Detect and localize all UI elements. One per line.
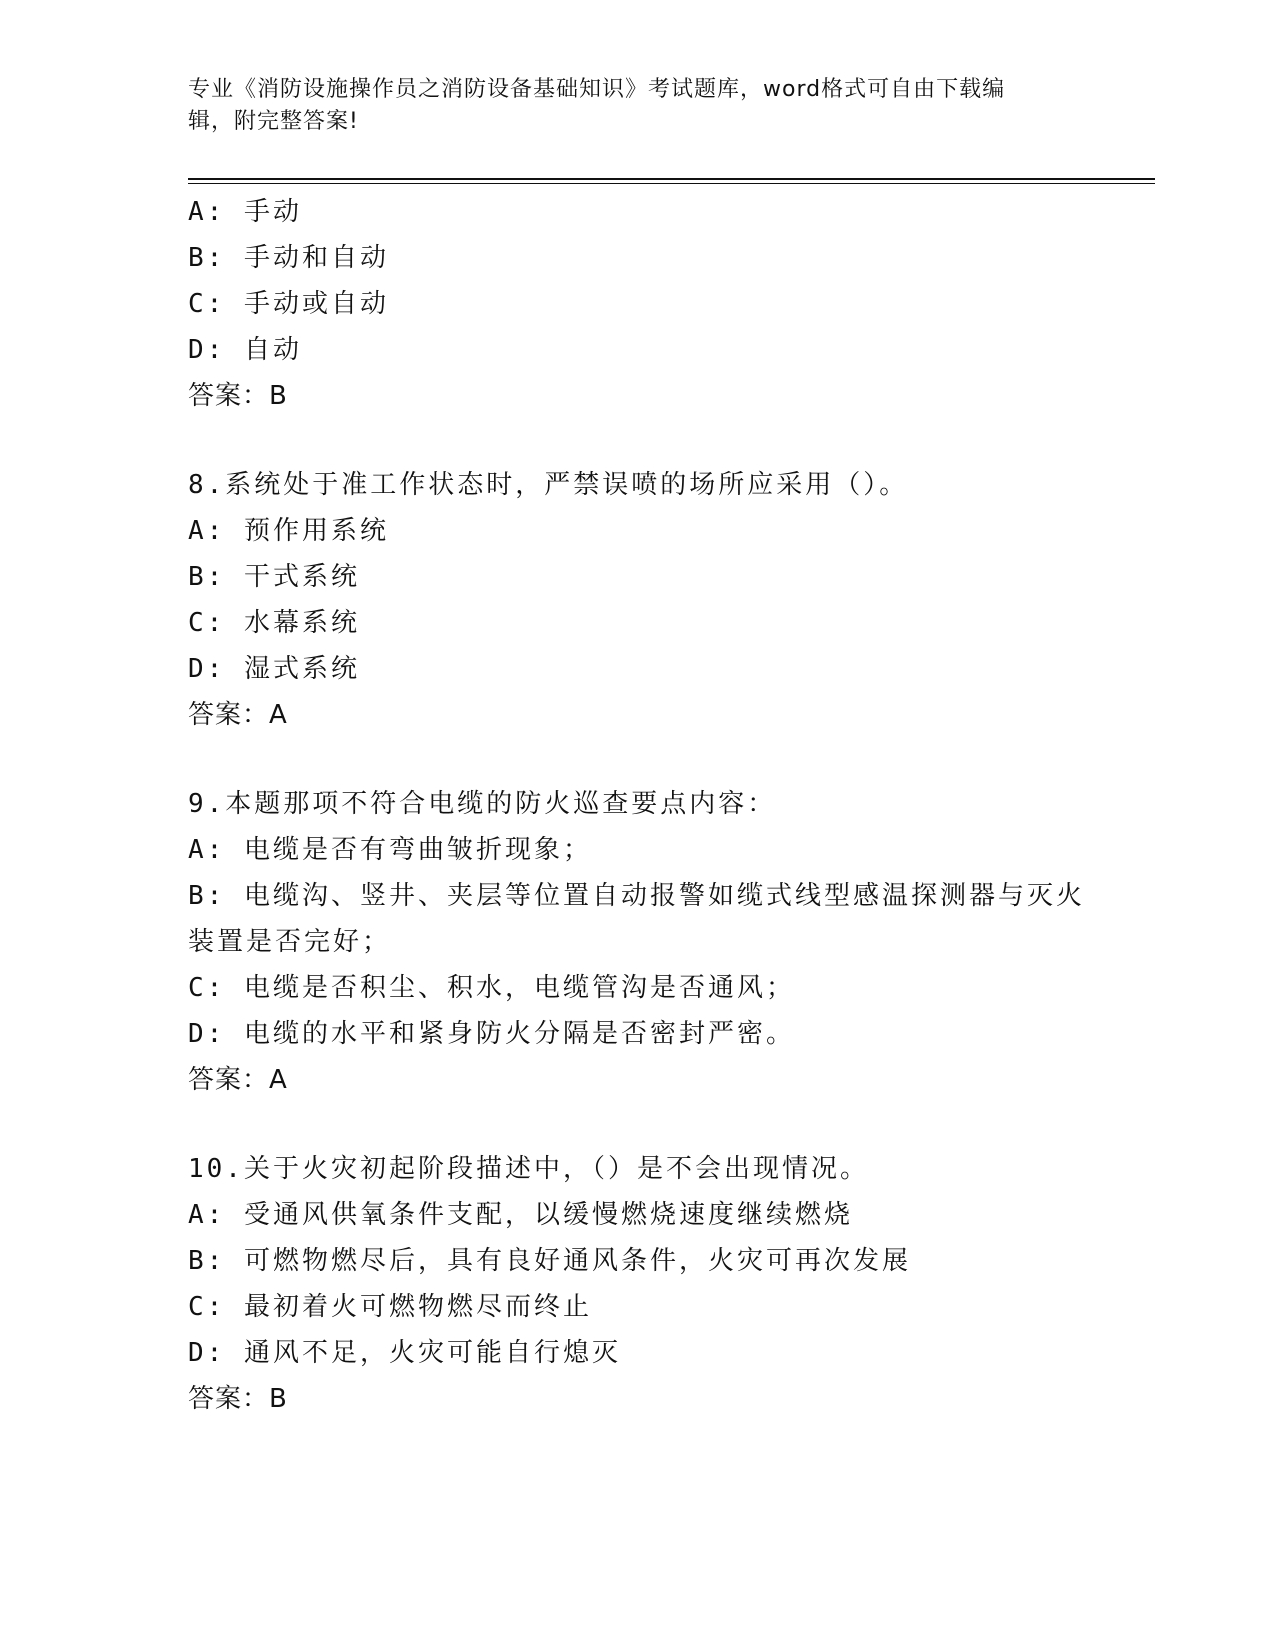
option-b: B: 可燃物燃尽后，具有良好通风条件，火灾可再次发展 bbox=[188, 1246, 911, 1276]
question-stem: 9.本题那项不符合电缆的防火巡查要点内容： bbox=[188, 789, 777, 819]
question-9 bbox=[188, 781, 1148, 1103]
option-c: C: 最初着火可燃物燃尽而终止 bbox=[188, 1292, 592, 1322]
answer-line: 答案：B bbox=[188, 381, 288, 411]
option-b: B: 干式系统 bbox=[188, 562, 360, 592]
option-c: C: 电缆是否积尘、积水，电缆管沟是否通风； bbox=[188, 973, 795, 1003]
spacer bbox=[188, 738, 1148, 781]
document-header bbox=[188, 74, 1078, 138]
answer-line: 答案：B bbox=[188, 1384, 288, 1414]
option-c: C: 水幕系统 bbox=[188, 608, 360, 638]
spacer bbox=[188, 419, 1148, 462]
option-a: A: 预作用系统 bbox=[188, 516, 389, 546]
option-c: C: 手动或自动 bbox=[188, 289, 389, 319]
header-divider-thin bbox=[188, 183, 1155, 184]
answer-line: 答案：A bbox=[188, 1065, 288, 1095]
spacer bbox=[188, 1103, 1148, 1146]
question-8 bbox=[188, 462, 1148, 738]
header-divider-thick bbox=[188, 178, 1155, 180]
option-d: D: 通风不足，火灾可能自行熄灭 bbox=[188, 1338, 621, 1368]
option-d: D: 湿式系统 bbox=[188, 654, 360, 684]
question-list bbox=[188, 189, 1148, 1422]
option-a: A: 电缆是否有弯曲皱折现象； bbox=[188, 835, 592, 865]
question-10 bbox=[188, 1146, 1148, 1422]
answer-line: 答案：A bbox=[188, 700, 288, 730]
question-stem: 10.关于火灾初起阶段描述中，（）是不会出现情况。 bbox=[188, 1154, 869, 1184]
option-b: B: 手动和自动 bbox=[188, 243, 389, 273]
option-d: D: 电缆的水平和紧身防火分隔是否密封严密。 bbox=[188, 1019, 795, 1049]
option-b: B: 电缆沟、竖井、夹层等位置自动报警如缆式线型感温探测器与灭火 bbox=[188, 881, 1085, 911]
option-a: A: 手动 bbox=[188, 197, 302, 227]
option-a: A: 受通风供氧条件支配，以缓慢燃烧速度继续燃烧 bbox=[188, 1200, 853, 1230]
option-b-continued: 装置是否完好； bbox=[188, 927, 392, 957]
header-line-1: 专业《消防设施操作员之消防设备基础知识》考试题库，word格式可自由下载编 bbox=[188, 77, 1006, 102]
header-line-2: 辑，附完整答案! bbox=[188, 109, 359, 134]
question-7 bbox=[188, 189, 1148, 419]
question-stem: 8.系统处于准工作状态时，严禁误喷的场所应采用（）。 bbox=[188, 470, 909, 500]
option-d: D: 自动 bbox=[188, 335, 302, 365]
